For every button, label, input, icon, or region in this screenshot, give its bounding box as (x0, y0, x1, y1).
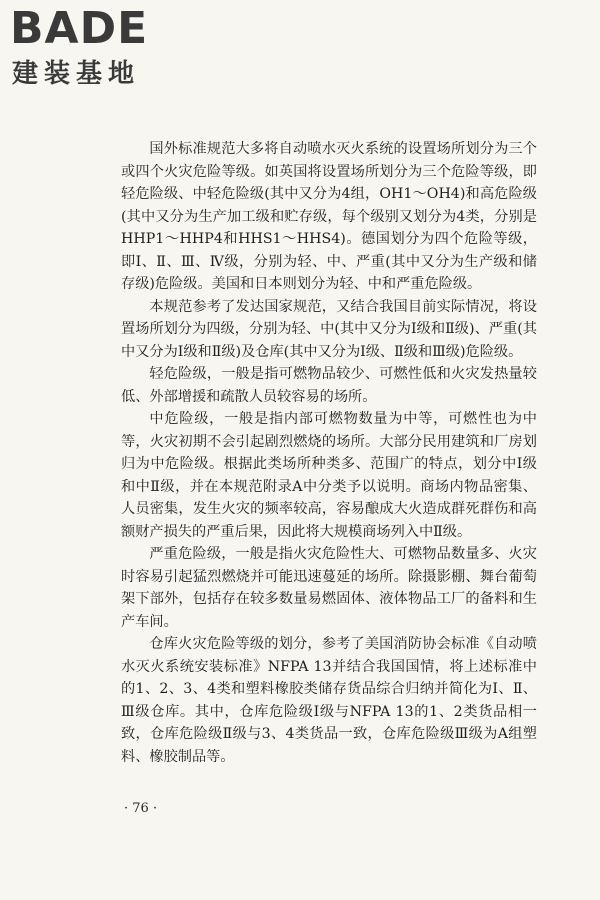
paragraph-2: 本规范参考了发达国家规范，又结合我国目前实际情况，将设置场所划分为四级，分别为轻、中(其中又分为Ⅰ级和Ⅱ级)、严重(其中又分为Ⅰ级和Ⅱ级)及仓库(其中又分为Ⅰ级、Ⅱ级和Ⅲ级)危险级。 (121, 298, 537, 360)
paragraph-5: 严重危险级，一般是指火灾危险性大、可燃物品数量多、火灾时容易引起猛烈燃烧并可能迅速蔓延的场所。除摄影棚、舞台葡萄架下部外，包括存在较多数量易燃固体、液体物品工厂的备料和生产车间。 (121, 546, 537, 630)
paragraph-6: 仓库火灾危险等级的划分，参考了美国消防协会标准《自动喷水灭火系统安装标准》NFPA 13并结合我国国情，将上述标准中的1、2、3、4类和塑料橡胶类储存货品综合归纳并简化为Ⅰ、Ⅱ、Ⅲ级仓库。其中，仓库危险级Ⅰ级与NFPA 13的1、2类货品相一致，仓库危险级Ⅱ级与3、4类货品一致，仓库危险级Ⅲ级为A组塑料、橡胶制品等。 (121, 636, 537, 765)
logo-subtitle: 建装基地 (12, 59, 141, 89)
paragraph-1: 国外标准规范大多将自动喷水灭火系统的设置场所划分为三个或四个火灾危险等级。如英国将设置场所划分为三个危险等级，即轻危险级、中轻危险级(其中又分为4组，OH1～OH4)和高危险级(其中又分为生产加工级和贮存级，每个级别又划分为4类，分别是HHP1～HHP4和HHS1～HHS4)。德国划分为四个危险等级，即Ⅰ、Ⅱ、Ⅲ、Ⅳ级，分别为轻、中、严重(其中又分为生产级和储存级)危险级。美国和日本则划分为轻、中和严重危险级。 (121, 141, 537, 292)
body-text (121, 138, 537, 768)
paragraph-3: 轻危险级，一般是指可燃物品较少、可燃性低和火灾发热量较低、外部增援和疏散人员较容易的场所。 (121, 366, 537, 405)
bade-logo (10, 4, 170, 94)
paragraph-4: 中危险级，一般是指内部可燃物数量为中等，可燃性也为中等，火灾初期不会引起剧烈燃烧的场所。大部分民用建筑和厂房划归为中危险级。根据此类场所种类多、范围广的特点，划分中Ⅰ级和中Ⅱ级，并在本规范附录A中分类予以说明。商场内物品密集、人员密集，发生火灾的频率较高，容易酿成大火造成群死群伤和高额财产损失的严重后果，因此将大规模商场列入中Ⅱ级。 (121, 411, 537, 540)
page-number: · 76 · (124, 801, 158, 816)
logo-brand-text: BADE (10, 3, 149, 54)
